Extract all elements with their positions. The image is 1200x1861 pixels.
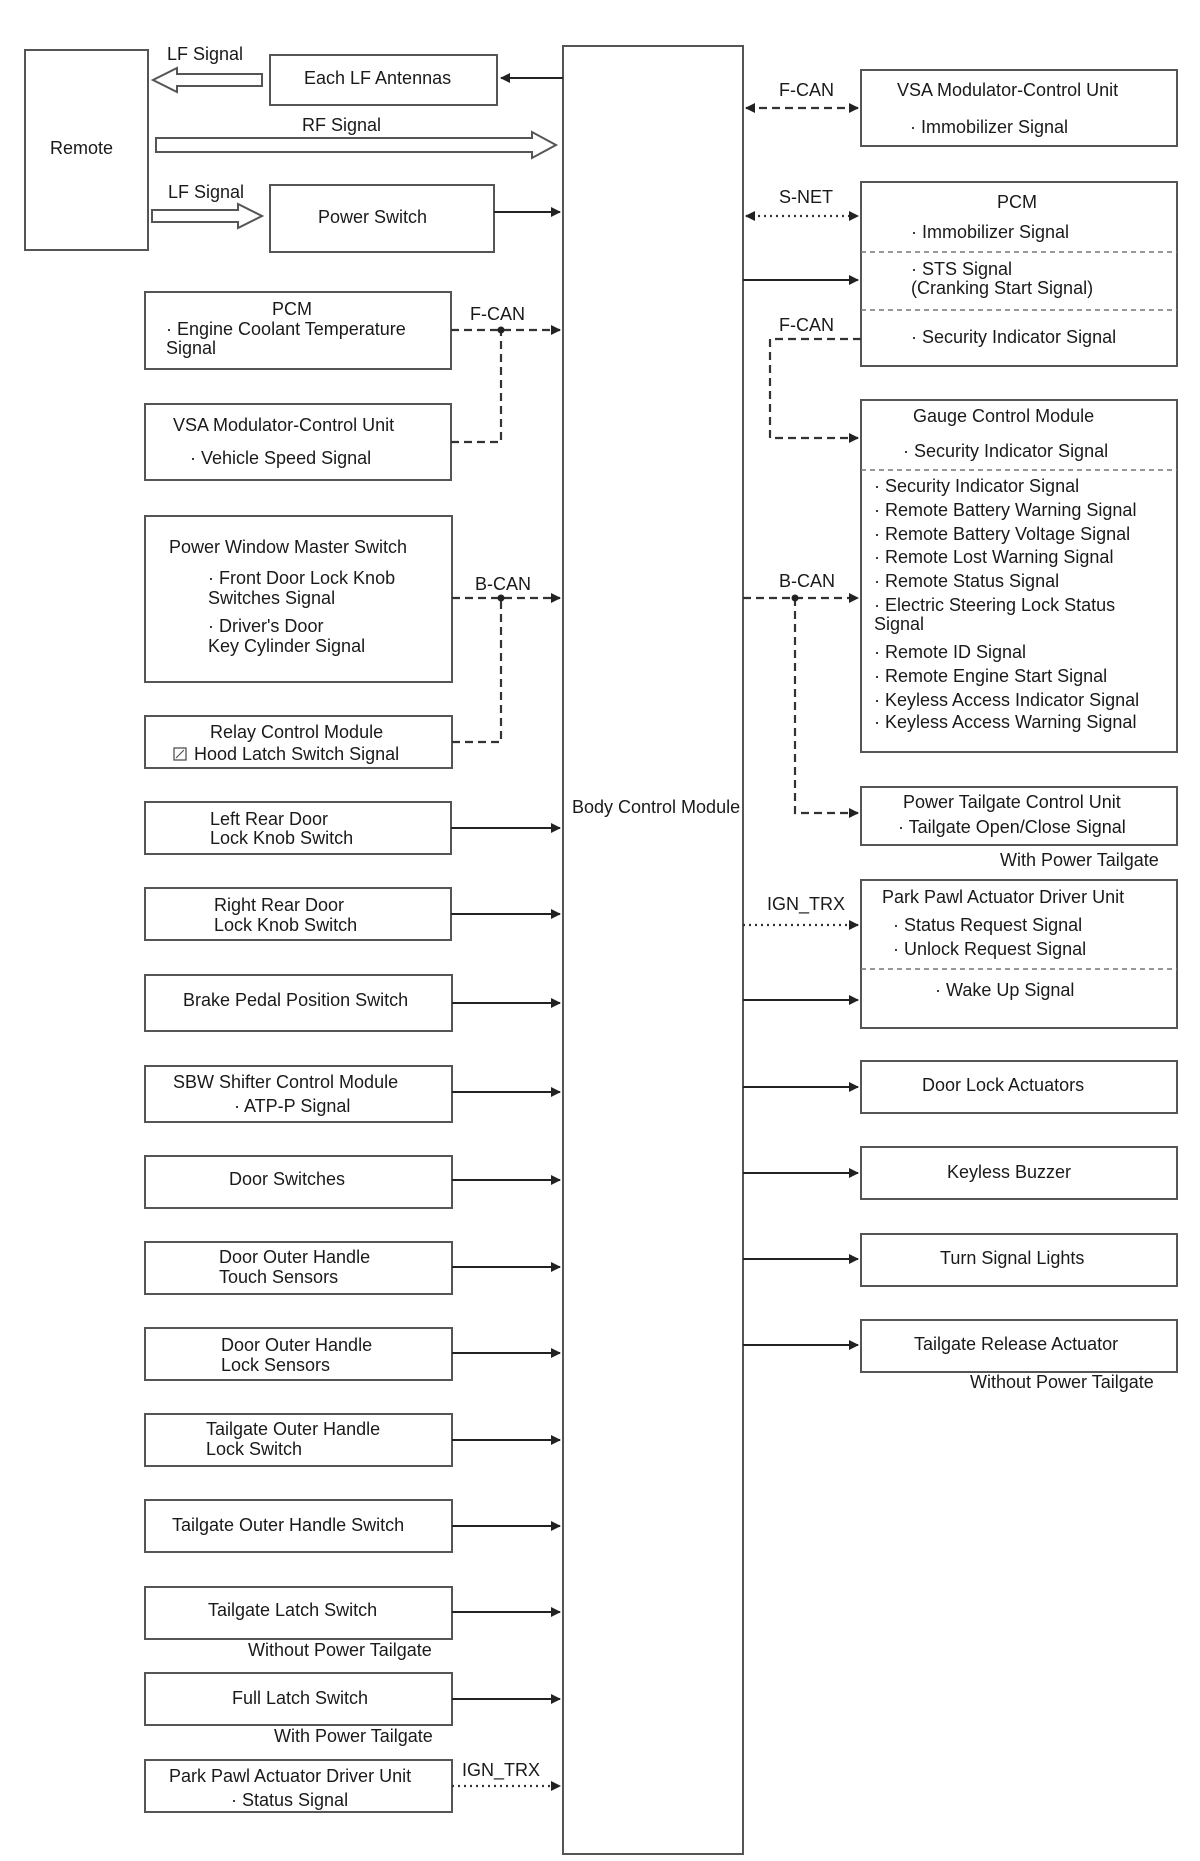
fcan-right-1-label: F-CAN [779,80,834,100]
ign-trx-right-label: IGN_TRX [767,894,846,914]
lf-signal-label-2: LF Signal [168,182,245,202]
gcm-list-item: · Remote Lost Warning Signal [874,547,1114,567]
fcan-left-junction [498,327,505,334]
fcan-left-branch-line [451,330,501,442]
ppad-right-signal-1: · Status Request Signal [893,915,1083,935]
rrd-line-2: Lock Knob Switch [214,915,358,935]
brake-pedal-label: Brake Pedal Position Switch [183,990,409,1010]
keyless-buzzer-label: Keyless Buzzer [947,1162,1072,1182]
fls-label: Full Latch Switch [232,1688,369,1708]
bcan-left-branch-line [452,598,501,742]
ppad-right-signal-2: · Unlock Request Signal [893,939,1087,959]
fls-note: With Power Tailgate [274,1726,433,1746]
rf-signal-arrow [156,132,556,158]
rcm-title: Relay Control Module [210,722,384,742]
lrd-line-1: Left Rear Door [210,809,329,829]
tls-note: Without Power Tailgate [248,1640,432,1660]
pcm-left-signal-1: · Engine Coolant Temperature [166,319,406,339]
pwms-signal-2b: Key Cylinder Signal [208,636,366,656]
remote-label: Remote [50,138,114,158]
gcm-list-item: · Remote Status Signal [874,571,1060,591]
pcm-left-title: PCM [272,299,312,319]
vsa-left-title: VSA Modulator-Control Unit [173,415,395,435]
tra-label: Tailgate Release Actuator [914,1334,1119,1354]
tls-label: Tailgate Latch Switch [208,1600,378,1620]
tohl-line-2: Lock Switch [206,1439,303,1459]
tohl-line-1: Tailgate Outer Handle [206,1419,381,1439]
bcan-right-label: B-CAN [779,571,836,591]
door-lock-label: Door Lock Actuators [922,1075,1085,1095]
gcm-list-item: · Security Indicator Signal [874,476,1080,496]
gcm-signal-list [874,476,1139,732]
pcm-right-signal-3: · Security Indicator Signal [911,327,1117,347]
ppad-right-signal-3: · Wake Up Signal [935,980,1075,1000]
bcan-right-junction [792,595,799,602]
rcm-signal: Hood Latch Switch Signal [194,744,400,764]
lf-antennas-label: Each LF Antennas [304,68,452,88]
pwms-title: Power Window Master Switch [169,537,408,557]
gcm-list-item: · Remote Battery Voltage Signal [874,524,1131,544]
lrd-line-2: Lock Knob Switch [210,828,354,848]
bcan-left-junction [498,595,505,602]
vsa-left-signal: · Vehicle Speed Signal [190,448,372,468]
gcm-list-item: · Remote ID Signal [874,642,1027,662]
ign-trx-left-label: IGN_TRX [462,1760,541,1780]
pcm-right-signal-2b: (Cranking Start Signal) [911,278,1094,298]
pcm-right-title: PCM [997,192,1037,212]
pwms-signal-1b: Switches Signal [208,588,336,608]
door-switches-label: Door Switches [229,1169,346,1189]
doht-line-2: Touch Sensors [219,1267,339,1287]
dohl-line-2: Lock Sensors [221,1355,331,1375]
doht-line-1: Door Outer Handle [219,1247,371,1267]
ppad-left-title: Park Pawl Actuator Driver Unit [169,1766,412,1786]
gcm-list-item: · Remote Battery Warning Signal [874,500,1137,520]
gcm-list-item: Signal [874,614,925,634]
gcm-list-item: · Keyless Access Warning Signal [874,712,1137,732]
pcm-left-signal-2: Signal [166,338,217,358]
bcan-right-branch-line [795,598,858,813]
ptcu-title: Power Tailgate Control Unit [903,792,1121,812]
body-control-module-box [563,46,743,1854]
lf-signal-arrow-2 [152,204,262,228]
tra-note: Without Power Tailgate [970,1372,1154,1392]
gcm-title: Gauge Control Module [913,406,1095,426]
ptcu-signal: · Tailgate Open/Close Signal [898,817,1126,837]
dohl-line-1: Door Outer Handle [221,1335,373,1355]
gcm-list-item: · Electric Steering Lock Status [874,595,1116,615]
lf-signal-arrow-1 [153,68,262,92]
tohs-label: Tailgate Outer Handle Switch [172,1515,405,1535]
vsa-right-title: VSA Modulator-Control Unit [897,80,1119,100]
turn-signal-label: Turn Signal Lights [940,1248,1085,1268]
pwms-signal-2a: · Driver's Door [208,616,324,636]
gcm-list-item: · Remote Engine Start Signal [874,666,1108,686]
pwms-signal-1a: · Front Door Lock Knob [208,568,396,588]
fcan-right-2-label: F-CAN [779,315,834,335]
fcan-left-label: F-CAN [470,304,525,324]
fcan-right-2-line [770,339,861,438]
sbw-signal: · ATP-P Signal [234,1096,351,1116]
rf-signal-label: RF Signal [302,115,382,135]
bcan-left-label: B-CAN [475,574,532,594]
ptcu-note: With Power Tailgate [1000,850,1159,870]
vsa-right-signal: · Immobilizer Signal [910,117,1069,137]
pcm-right-signal-1: · Immobilizer Signal [911,222,1070,242]
ppad-right-title: Park Pawl Actuator Driver Unit [882,887,1125,907]
gcm-list-item: · Keyless Access Indicator Signal [874,690,1140,710]
pcm-right-signal-2a: · STS Signal [911,259,1013,279]
sbw-title: SBW Shifter Control Module [173,1072,399,1092]
body-control-module-label: Body Control Module [572,797,741,817]
snet-right-label: S-NET [779,187,833,207]
gcm-signal: · Security Indicator Signal [903,441,1109,461]
power-switch-label: Power Switch [318,207,428,227]
rrd-line-1: Right Rear Door [214,895,345,915]
ppad-left-signal: · Status Signal [231,1790,349,1810]
lf-signal-label-1: LF Signal [167,44,244,64]
